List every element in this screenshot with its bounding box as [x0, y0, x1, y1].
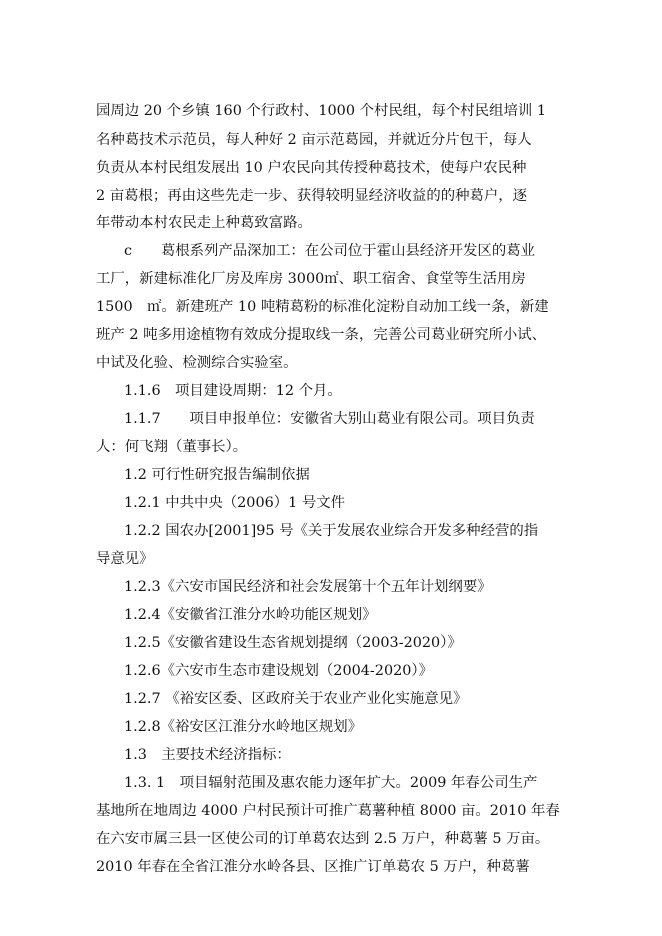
- text-line: 1.2.1 中共中央（2006）1 号文件: [124, 495, 346, 511]
- text-line: 1.3 主要技术经济指标：: [124, 747, 291, 763]
- text-line: 1.2.3《六安市国民经济和社会发展第十个五年计划纲要》: [124, 579, 492, 595]
- text-line: 1.3. 1 项目辐射范围及惠农能力逐年扩大。2009 年春公司生产: [124, 775, 538, 791]
- text-line: 1.2.4《安徽省江淮分水岭功能区规划》: [124, 607, 377, 623]
- text-line: 负责从本村民组发展出 10 户农民向其传授种葛技术，使每户农民种: [96, 160, 527, 176]
- text-line: 1.2.8《裕安区江淮分水岭地区规划》: [124, 719, 363, 735]
- text-line: 导意见》: [96, 551, 154, 567]
- text-line: 中试及化验、检测综合实验室。: [96, 355, 298, 371]
- text-line: 1.2 可行性研究报告编制依据: [124, 467, 310, 483]
- text-line: 1.1.7 项目申报单位：安徽省大别山葛业有限公司。项目负责: [124, 411, 535, 427]
- text-line: 1.2.5《安徽省建设生态省规划提纲（2003-2020）》: [124, 635, 462, 651]
- text-line: 名种葛技术示范员，每人种好 2 亩示范葛园，并就近分片包干，每人: [96, 132, 532, 148]
- text-line: 班产 2 吨多用途植物有效成分提取线一条，完善公司葛业研究所小试、: [96, 327, 547, 343]
- text-line: 1500 ㎡。新建班产 10 吨精葛粉的标准化淀粉自动加工线一条，新建: [96, 299, 549, 315]
- text-line: 1.1.6 项目建设周期：12 个月。: [124, 383, 342, 399]
- text-line: 2010 年春在全省江淮分水岭各县、区推广订单葛农 5 万户，种葛薯: [96, 859, 530, 875]
- text-line: 基地所在地周边 4000 户村民预计可推广葛薯种植 8000 亩。2010 年春: [96, 803, 560, 819]
- text-line: 1.2.7 《裕安区委、区政府关于农业产业化实施意见》: [124, 691, 468, 707]
- text-line: 园周边 20 个乡镇 160 个行政村、1000 个村民组，每个村民组培训 1: [96, 103, 546, 119]
- text-line: 2 亩葛根；再由这些先走一步、获得较明显经济收益的的种葛户，逐: [96, 188, 528, 204]
- text-line: 人：何飞翔（董事长）。: [96, 439, 248, 455]
- text-line: 1.2.6《六安市生态市建设规划（2004-2020）》: [124, 663, 433, 679]
- text-line: 工厂，新建标准化厂房及库房 3000㎡、职工宿舍、食堂等生活用房: [96, 271, 526, 287]
- text-line: 年带动本村农民走上种葛致富路。: [96, 215, 312, 231]
- text-line: 在六安市属三县一区使公司的订单葛农达到 2.5 万户，种葛薯 5 万亩。: [96, 831, 550, 847]
- text-line: c 葛根系列产品深加工：在公司位于霍山县经济开发区的葛业: [124, 243, 535, 259]
- text-line: 1.2.2 国农办[2001]95 号《关于发展农业综合开发多种经营的指: [124, 523, 539, 539]
